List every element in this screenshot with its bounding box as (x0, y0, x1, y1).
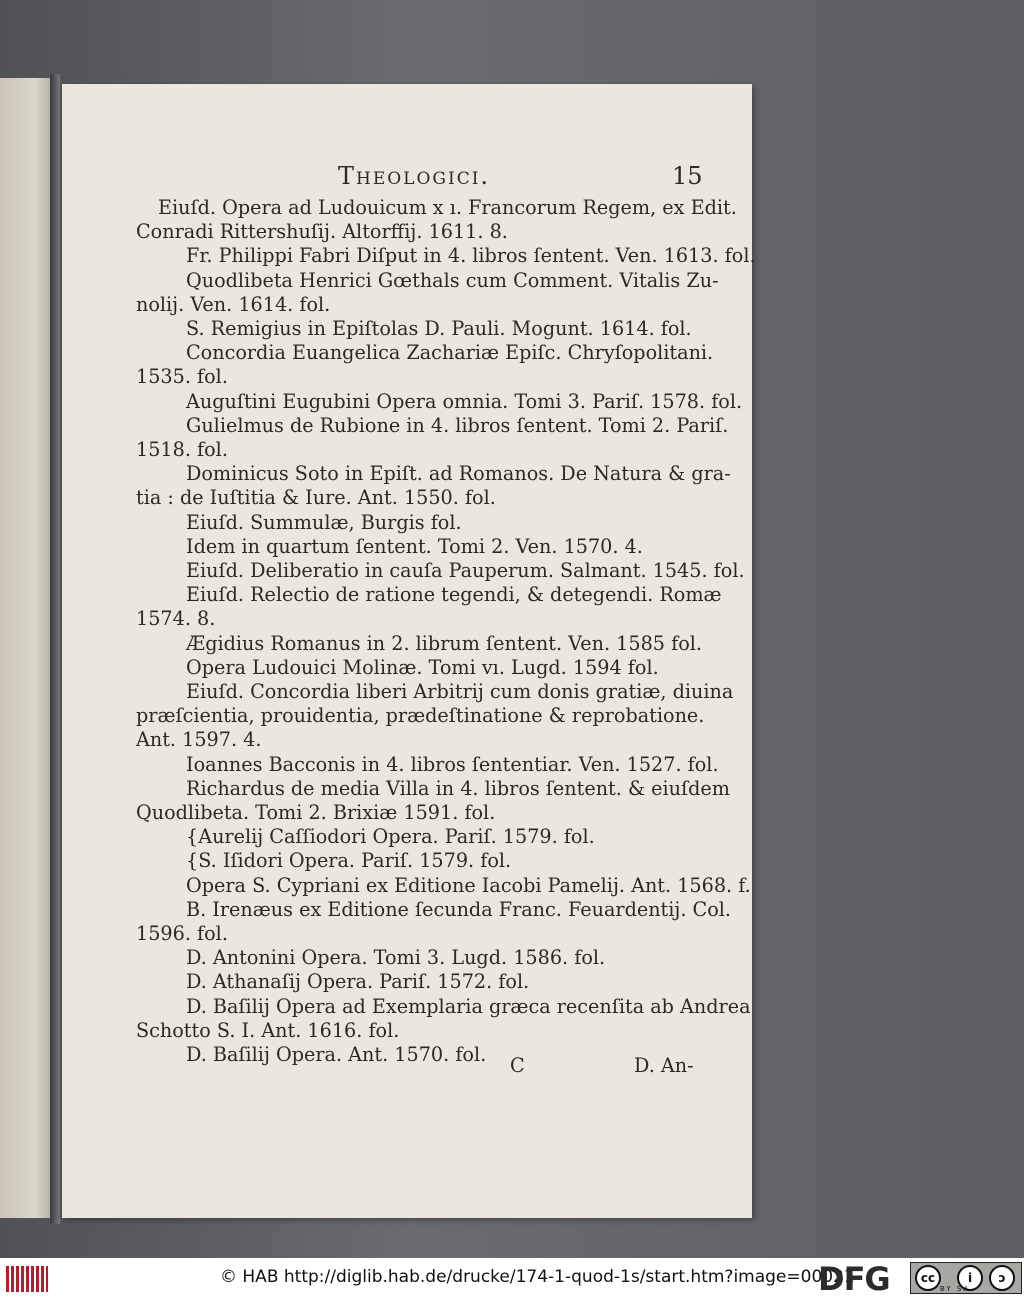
entry-line: Eiuſd. Deliberatio in cauſa Pauperum. Salmant. 1545. fol. (186, 559, 745, 582)
entry-line: Opera Ludouici Molinæ. Tomi vı. Lugd. 1594 fol. (186, 655, 659, 679)
entry-line: B. Irenæus ex Editione ſecunda Franc. Feuardentij. Col. (186, 897, 732, 921)
entry-line: D. Athanaſij Opera. Pariſ. 1572. fol. (186, 970, 530, 994)
entry-line: Schotto S. I. Ant. 1616. fol. (136, 1018, 400, 1042)
entry-line: Quodlibeta Henrici Gœthals cum Comment. Vitalis Zu- (186, 268, 719, 292)
entry-line: {S. Iſidori Opera. Pariſ. 1579. fol. (186, 849, 512, 873)
entry-line: Idem in quartum ſentent. Tomi 2. Ven. 1570. 4. (186, 534, 643, 558)
entry-line: Eiuſd. Opera ad Ludouicum x ı. Francorum Regem, ex Edit. (158, 196, 737, 219)
entry-line: 1574. 8. (136, 607, 216, 631)
book-page (62, 84, 756, 1218)
entry-line: {Aurelij Caſſiodori Opera. Pariſ. 1579. fol. (186, 825, 595, 849)
cc-license-label: BY SA (940, 1285, 971, 1293)
entry-line: 1535. fol. (136, 365, 228, 389)
entry-line: Quodlibeta. Tomi 2. Brixiæ 1591. fol. (136, 801, 496, 824)
entry-line: D. Antonini Opera. Tomi 3. Lugd. 1586. fol. (186, 946, 606, 970)
entry-line: D. Baſilij Opera. Ant. 1570. fol. (186, 1043, 487, 1066)
entry-line: Concordia Euangelica Zachariæ Epiſc. Chryſopolitani. (186, 341, 714, 365)
book-gutter (50, 74, 60, 1224)
sa-icon: ↄ (989, 1265, 1015, 1291)
entry-line: 1518. fol. (136, 438, 228, 461)
entry-line: 1596. fol. (136, 922, 228, 945)
entry-line: Conradi Rittershuſij. Altorffij. 1611. 8. (136, 220, 508, 244)
entry-line: nolij. Ven. 1614. fol. (136, 292, 331, 316)
entry-line: Ioannes Bacconis in 4. libros ſententiar. Ven. 1527. fol. (186, 752, 719, 776)
library-barcode-icon (6, 1266, 48, 1292)
entry-line: Richardus de media Villa in 4. libros ſentent. & eiuſdem (186, 776, 730, 800)
entry-line: Auguſtini Eugubini Opera omnia. Tomi 3. Pariſ. 1578. fol. (186, 389, 743, 413)
copyright-link[interactable]: © HAB http://diglib.hab.de/drucke/174-1-quod-1s/start.htm?image=00021 (220, 1267, 855, 1287)
entry-line: Opera S. Cypriani ex Editione Iacobi Pamelij. Ant. 1568. f. (186, 873, 751, 897)
catchword: D. An- (634, 1054, 694, 1077)
entry-line: Ant. 1597. 4. (136, 728, 262, 752)
entry-line: tia : de Iuſtitia & Iure. Ant. 1550. fol. (136, 486, 496, 510)
entry-line: Eiuſd. Summulæ, Burgis fol. (186, 510, 462, 534)
entry-line: Gulielmus de Rubione in 4. libros ſentent. Tomi 2. Pariſ. (186, 413, 729, 437)
entry-line: præſcientia, prouidentia, prædeſtinatione & reprobatione. (136, 704, 705, 728)
entry-line: Dominicus Soto in Epiſt. ad Romanos. De Natura & gra- (186, 462, 731, 486)
entry-line: Fr. Philippi Fabri Diſput in 4. libros ſentent. Ven. 1613. fol. (186, 244, 756, 268)
by-icon: i (957, 1265, 983, 1291)
viewer-footer (0, 1258, 1024, 1298)
entry-line: Eiuſd. Concordia liberi Arbitrij cum donis gratiæ, diuina (186, 680, 734, 703)
signature-mark: C (510, 1054, 525, 1077)
cc-icon: cc (915, 1265, 941, 1291)
dfg-logo: DFG (818, 1260, 890, 1298)
entry-line: D. Baſilij Opera ad Exemplaria græca recenſita ab Andrea (186, 994, 751, 1018)
facing-page-edge (0, 78, 50, 1218)
page-number: 15 (672, 162, 703, 190)
entry-line: S. Remigius in Epiſtolas D. Pauli. Mogunt. 1614. fol. (186, 317, 692, 340)
running-title: Theologici. (338, 162, 491, 190)
entry-line: Ægidius Romanus in 2. librum ſentent. Ven. 1585 fol. (186, 631, 702, 655)
entry-line: Eiuſd. Relectio de ratione tegendi, & detegendi. Romæ (186, 583, 722, 607)
